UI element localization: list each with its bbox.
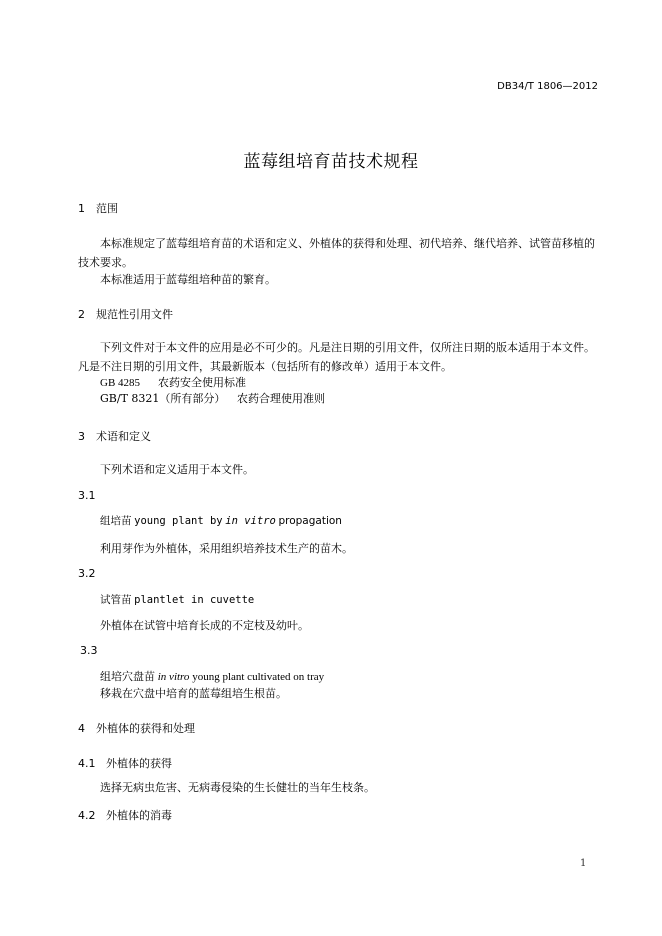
section-number: 1	[78, 202, 85, 215]
section-title: 术语和定义	[96, 430, 151, 443]
section-number: 2	[78, 308, 85, 321]
term-chinese: 组培苗	[100, 515, 132, 527]
section-3-heading	[78, 428, 151, 444]
term-english-italic: in vitro	[225, 515, 276, 527]
section-title: 范围	[96, 202, 118, 215]
subsection-number: 4.1	[78, 757, 96, 770]
subsection-4-2-heading	[78, 807, 172, 823]
term-chinese: 组培穴盘苗	[100, 670, 155, 683]
subsection-4-1-heading	[78, 755, 172, 771]
term-3-2-heading	[100, 592, 254, 607]
term-3-2-number: 3.2	[78, 567, 96, 580]
section-4-heading	[78, 720, 195, 736]
reference-code: GB 4285	[100, 377, 141, 389]
term-3-2-definition: 外植体在试管中培育长成的不定枝及幼叶。	[100, 619, 309, 632]
section-1-heading	[78, 200, 118, 216]
section-title: 外植体的获得和处理	[96, 722, 195, 735]
term-chinese: 试管苗	[100, 594, 132, 606]
section-1-paragraph-2: 本标准适用于蓝莓组培种苗的繁育。	[100, 273, 276, 286]
term-3-1-number: 3.1	[78, 489, 96, 502]
section-1-paragraph-1: 本标准规定了蓝莓组培育苗的术语和定义、外植体的获得和处理、初代培养、继代培养、试管苗移植的技术要求。	[78, 237, 595, 269]
reference-row-1	[100, 374, 246, 390]
section-number: 3	[78, 430, 85, 443]
section-3-intro: 下列术语和定义适用于本文件。	[100, 463, 254, 476]
term-english: young plant cultivated on tray	[192, 671, 325, 683]
section-2-paragraph-1: 下列文件对于本文件的应用是必不可少的。凡是注日期的引用文件，仅所注日期的版本适用于本文件。凡是不注日期的引用文件，其最新版本（包括所有的修改单）适用于本文件。	[78, 341, 595, 373]
term-3-3-heading	[100, 668, 324, 684]
term-english: propagation	[278, 515, 342, 527]
subsection-title: 外植体的获得	[106, 757, 172, 770]
reference-title: 农药安全使用标准	[158, 376, 246, 389]
subsection-number: 4.2	[78, 809, 96, 822]
document-id: DB34/T 1806—2012	[497, 81, 598, 92]
subsection-4-1-paragraph: 选择无病虫危害、无病毒侵染的生长健壮的当年生枝条。	[100, 781, 375, 794]
reference-title: 农药合理使用准则	[237, 392, 325, 405]
term-english: plantlet in cuvette	[134, 594, 255, 606]
term-english: young plant by	[134, 515, 223, 527]
term-3-3-definition: 移栽在穴盘中培育的蓝莓组培生根苗。	[100, 687, 287, 700]
document-title: 蓝莓组培育苗技术规程	[243, 152, 419, 172]
term-3-3-number: 3.3	[80, 644, 98, 657]
section-title: 规范性引用文件	[96, 308, 173, 321]
term-3-1-heading	[100, 513, 342, 528]
section-2-heading	[78, 306, 173, 322]
term-english-italic: in vitro	[157, 671, 190, 683]
subsection-title: 外植体的消毒	[106, 809, 172, 822]
reference-code: GB/T 8321（所有部分）	[100, 392, 226, 405]
section-number: 4	[78, 722, 85, 735]
term-3-1-definition: 利用芽作为外植体，采用组织培养技术生产的苗木。	[100, 542, 353, 555]
reference-row-2	[100, 390, 325, 406]
page-number: 1	[580, 858, 587, 869]
